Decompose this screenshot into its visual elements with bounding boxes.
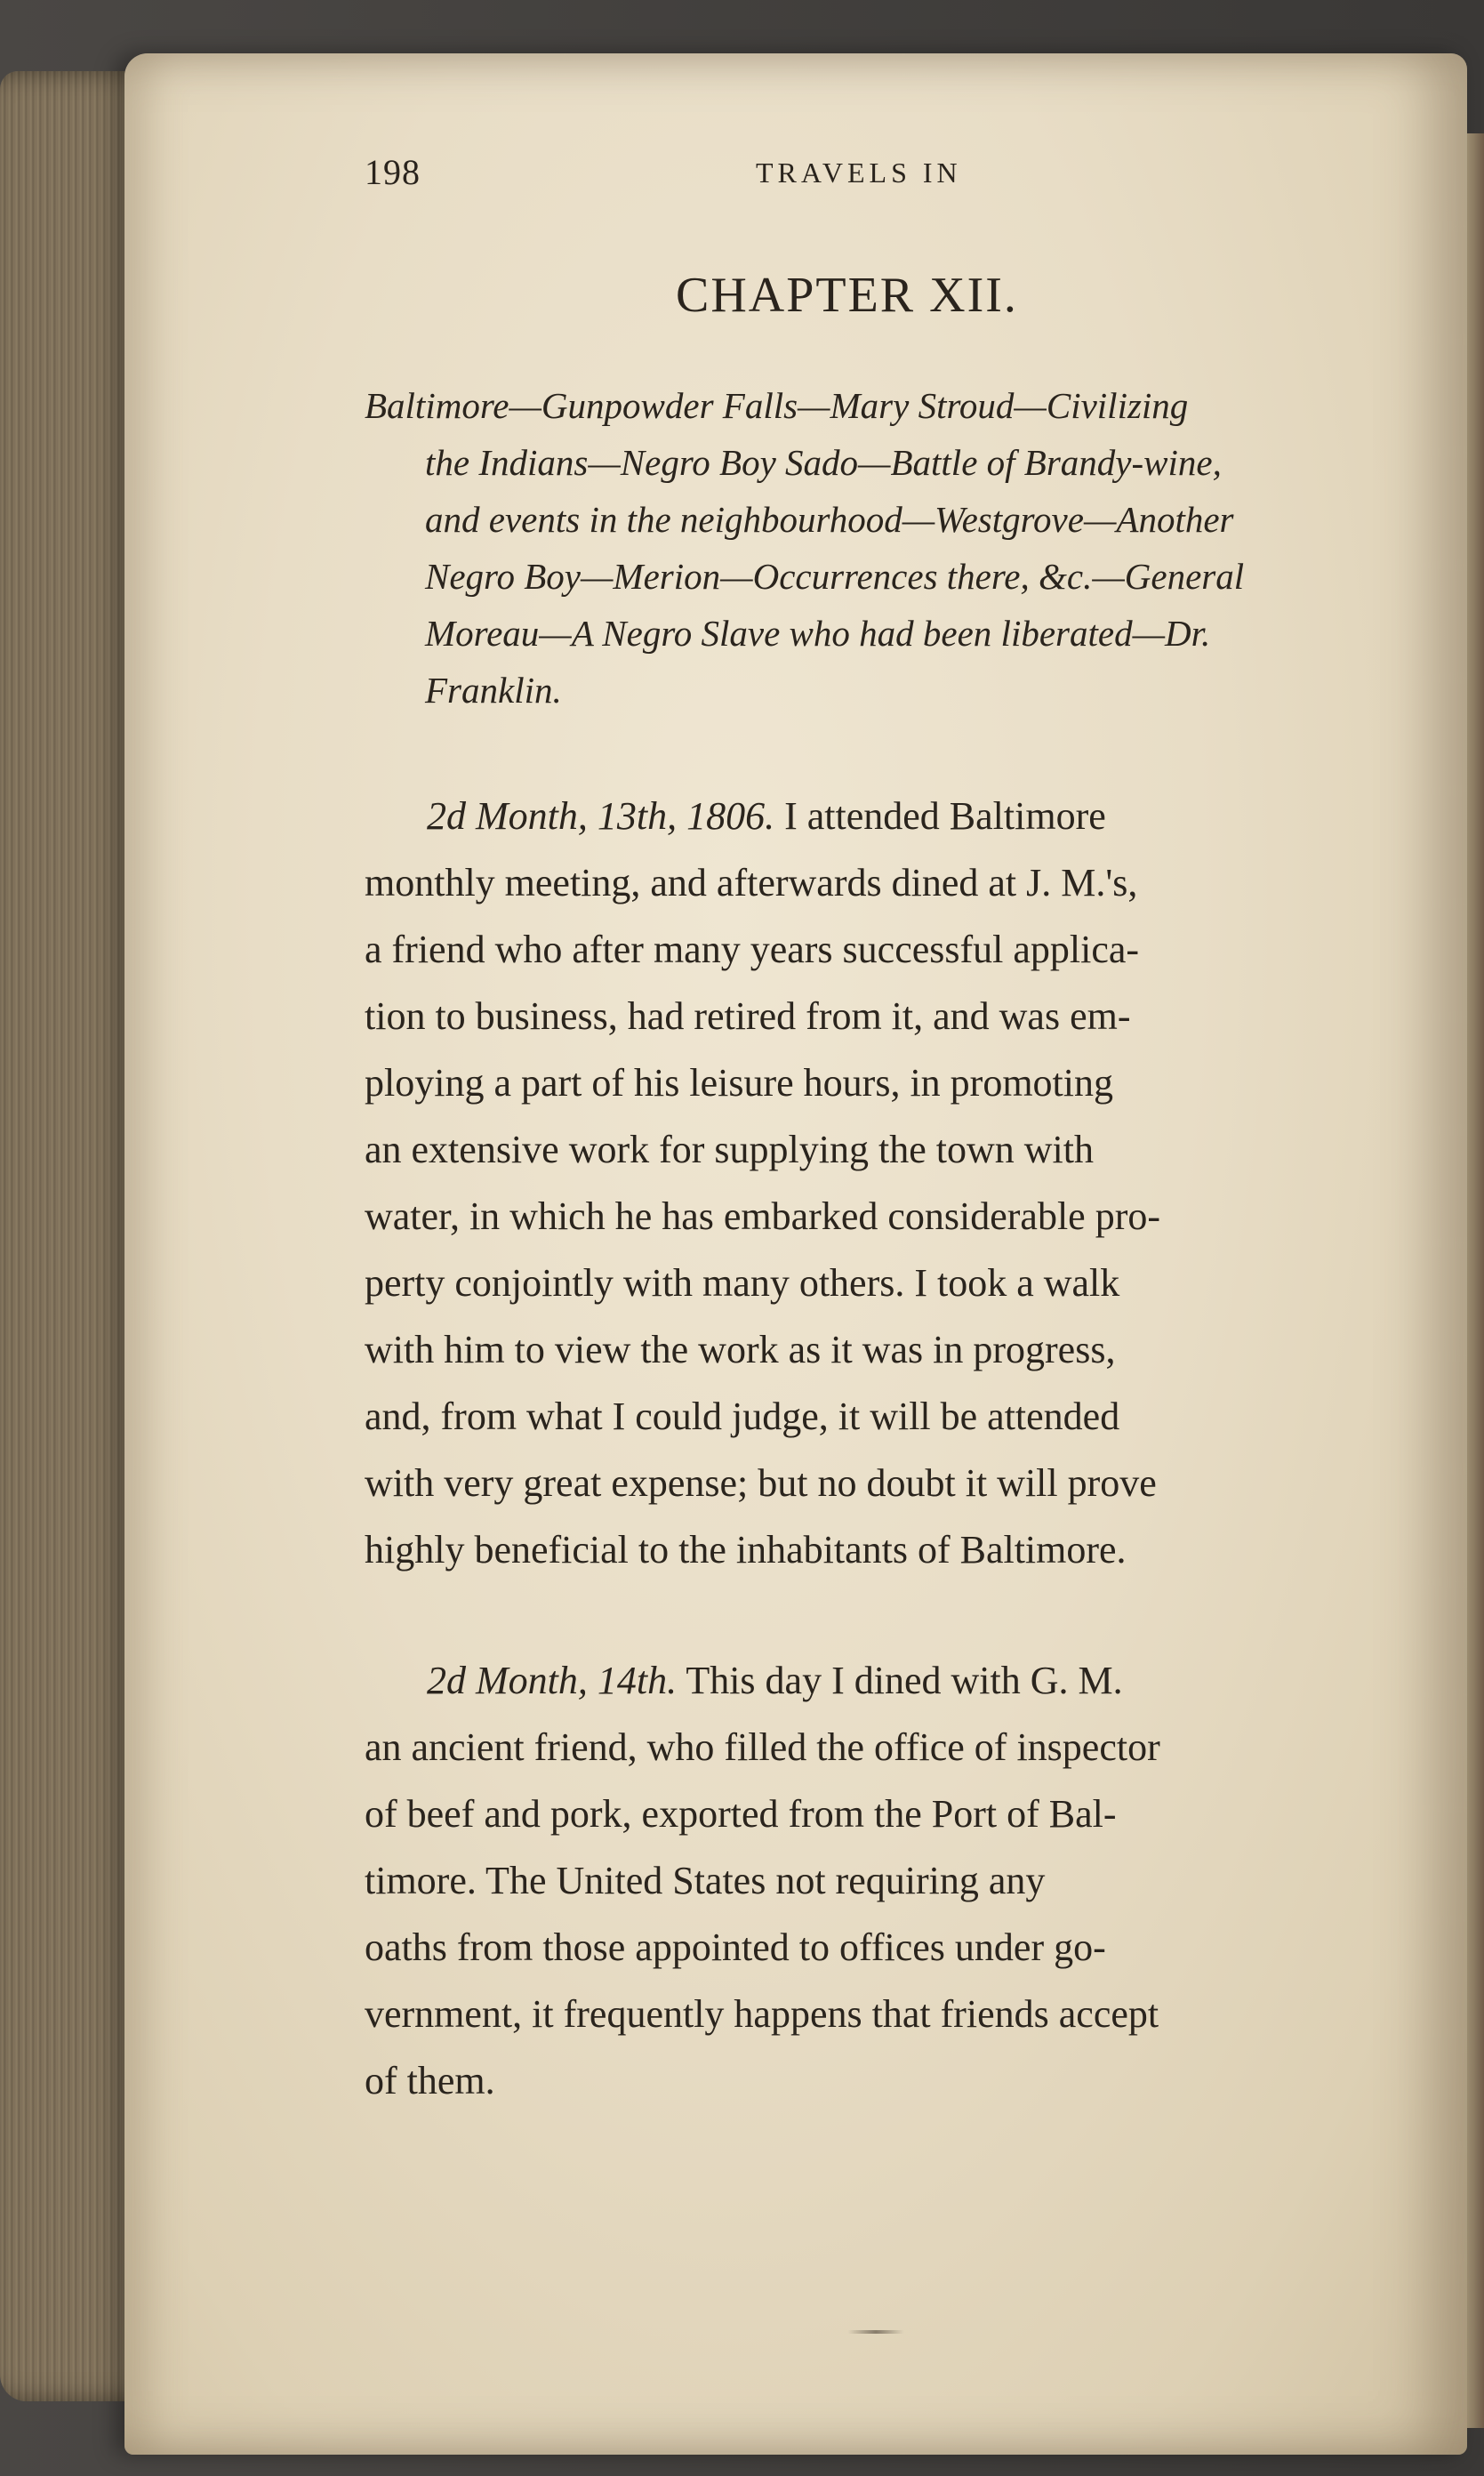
entry-line: tion to business, had retired from it, and was em- [365,994,1131,1038]
synopsis-line: Negro Boy—Merion—Occurrences there, &c.—General [425,556,1245,597]
synopsis-line: Baltimore—Gunpowder Falls—Mary Stroud—Civilizing [365,385,1189,426]
page-number: 198 [365,152,421,192]
entry-line: water, in which he has embarked considerable pro- [365,1194,1160,1238]
running-head [365,151,1378,205]
entry-line: of them. [365,2059,495,2102]
entry-line: an extensive work for supplying the town with [365,1128,1094,1171]
entry-line: highly beneficial to the inhabitants of Baltimore. [365,1528,1127,1572]
entry-line: ploying a part of his leisure hours, in promoting [365,1061,1113,1105]
page-text [365,151,1378,2114]
ink-blemish [836,2330,916,2334]
entry-line: monthly meeting, and afterwards dined at J. M.'s, [365,861,1138,904]
entry-text: I attended Baltimore [784,794,1106,838]
entry-date: 2d Month, 14th. [427,1659,678,1702]
entry-line: a friend who after many years successful applica- [365,928,1140,971]
entry-line: an ancient friend, who filled the office of inspector [365,1725,1160,1769]
entry-line: and, from what I could judge, it will be attended [365,1395,1120,1438]
entry-line: with very great expense; but no doubt it will prove [365,1461,1157,1505]
journal-entry [365,1647,1378,2114]
journal-entry [365,783,1378,1583]
synopsis-line: Moreau—A Negro Slave who had been liberated—Dr. [425,613,1211,654]
entry-text: This day I dined with G. M. [686,1659,1123,1702]
entry-line: of beef and pork, exported from the Port of Bal- [365,1792,1117,1836]
entry-line: vernment, it frequently happens that friends accept [365,1992,1159,2036]
running-title: TRAVELS IN [756,157,962,189]
entry-line: perty conjointly with many others. I took a walk [365,1261,1120,1305]
entry-first-line [365,783,1378,849]
entry-line: with him to view the work as it was in progress, [365,1328,1116,1371]
chapter-title: CHAPTER XII. [676,268,1018,323]
synopsis-line: the Indians—Negro Boy Sado—Battle of Brandy-wine, [425,442,1222,483]
synopsis-line: and events in the neighbourhood—Westgrove—Another [425,499,1234,540]
chapter-synopsis [365,377,1378,719]
entry-line: timore. The United States not requiring any [365,1859,1046,1902]
synopsis-line: Franklin. [425,670,562,711]
entry-first-line [365,1647,1378,1714]
entry-date: 2d Month, 13th, 1806. [427,794,775,838]
entry-line: oaths from those appointed to offices under go- [365,1925,1106,1969]
